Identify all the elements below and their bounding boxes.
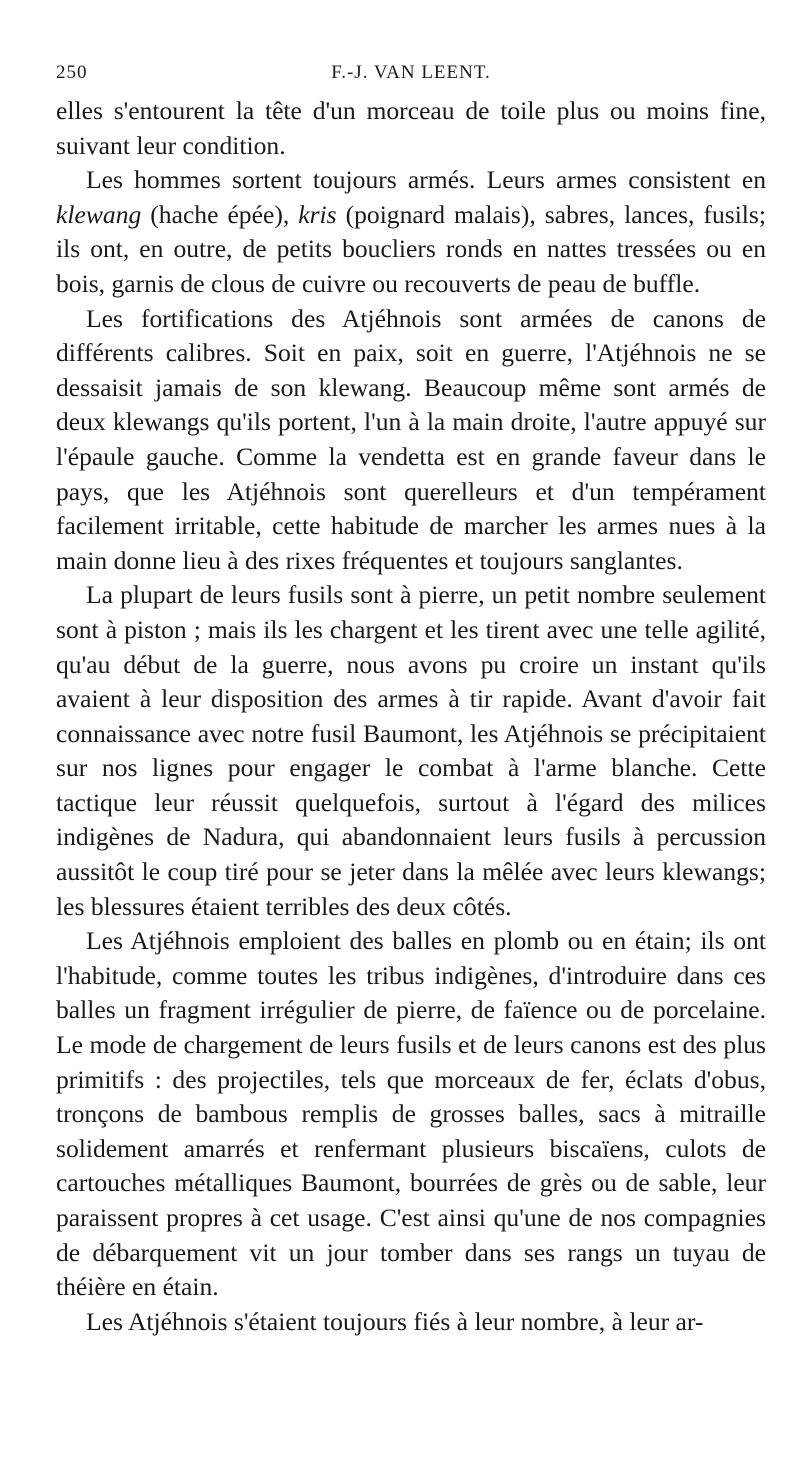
paragraph-continuation: elles s'entourent la tête d'un morceau de toile plus ou moins fine, suivant leur condition. [56, 96, 766, 160]
running-head [56, 50, 766, 90]
paragraph-text: (poignard malais), sabres, lances, fusils; ils ont, en outre, de petits boucliers ronds en nattes tressées ou en bois, garnis de clous de cuivre ou recouverts de peau de buffle. [56, 199, 766, 298]
paragraph-fusils: La plupart de leurs fusils sont à pierre, un petit nombre seulement sont à piston ; mais ils les chargent et les tirent avec une telle agilité, qu'au début de la guerre, nous avons pu croire un instant qu'ils avaient à leur disposition des armes à tir rapide. Avant d'avoir fait connaissance avec notre fusil Baumont, les Atjéhnois se précipitaient sur nos lignes pour engager le combat à l'arme blanche. Cette tactique leur réussit quelquefois, surtout à l'égard des milices indigènes de Nadura, qui abandonnaient leurs fusils à percussion aussitôt le coup tiré pour se jeter dans la mêlée avec leurs klewangs; les blessures étaient terribles des deux côtés. [56, 580, 766, 921]
book-page [56, 0, 766, 1339]
paragraph-text: Les hommes sortent toujours armés. Leurs armes consistent en [86, 165, 766, 195]
paragraph-text: (hache épée), [141, 199, 299, 229]
paragraph-fortifications: Les fortifications des Atjéhnois sont armées de canons de différents calibres. Soit en paix, soit en guerre, l'Atjéhnois ne se dessaisit jamais de son klewang. Beaucoup même sont armés de deux klewangs qu'ils portent, l'un à la main droite, l'autre appuyé sur l'épaule gauche. Comme la vendetta est en grande faveur dans le pays, que les Atjéhnois sont querelleurs et d'un tempérament facilement irritable, cette habitude de marcher les armes nues à la main donne lieu à des rixes fréquentes et toujours sanglantes. [56, 303, 766, 575]
term-klewang: klewang [56, 199, 142, 229]
term-kris: kris [298, 199, 337, 229]
running-title: F.-J. VAN LEENT. [331, 62, 491, 83]
page-number: 250 [56, 62, 88, 83]
paragraph-balles: Les Atjéhnois emploient des balles en plomb ou en étain; ils ont l'habitude, comme toutes les tribus indigènes, d'introduire dans ces balles un fragment irrégulier de pierre, de faïence ou de porcelaine. Le mode de chargement de leurs fusils et de leurs canons est des plus primitifs : des projectiles, tels que morceaux de fer, éclats d'obus, tronçons de bambous remplis de grosses balles, sacs à mitraille solidement amarrés et renfermant plusieurs biscaïens, culots de cartouches métalliques Baumont, bourrées de grès ou de sable, leur paraissent propres à cet usage. C'est ainsi qu'une de nos compagnies de débarquement vit un jour tomber dans ses rangs un tuyau de théière en étain. [56, 926, 766, 1302]
paragraph-armes [56, 163, 766, 301]
body-text [56, 94, 766, 1339]
paragraph-nombre: Les Atjéhnois s'étaient toujours fiés à leur nombre, à leur ar- [86, 1306, 704, 1336]
